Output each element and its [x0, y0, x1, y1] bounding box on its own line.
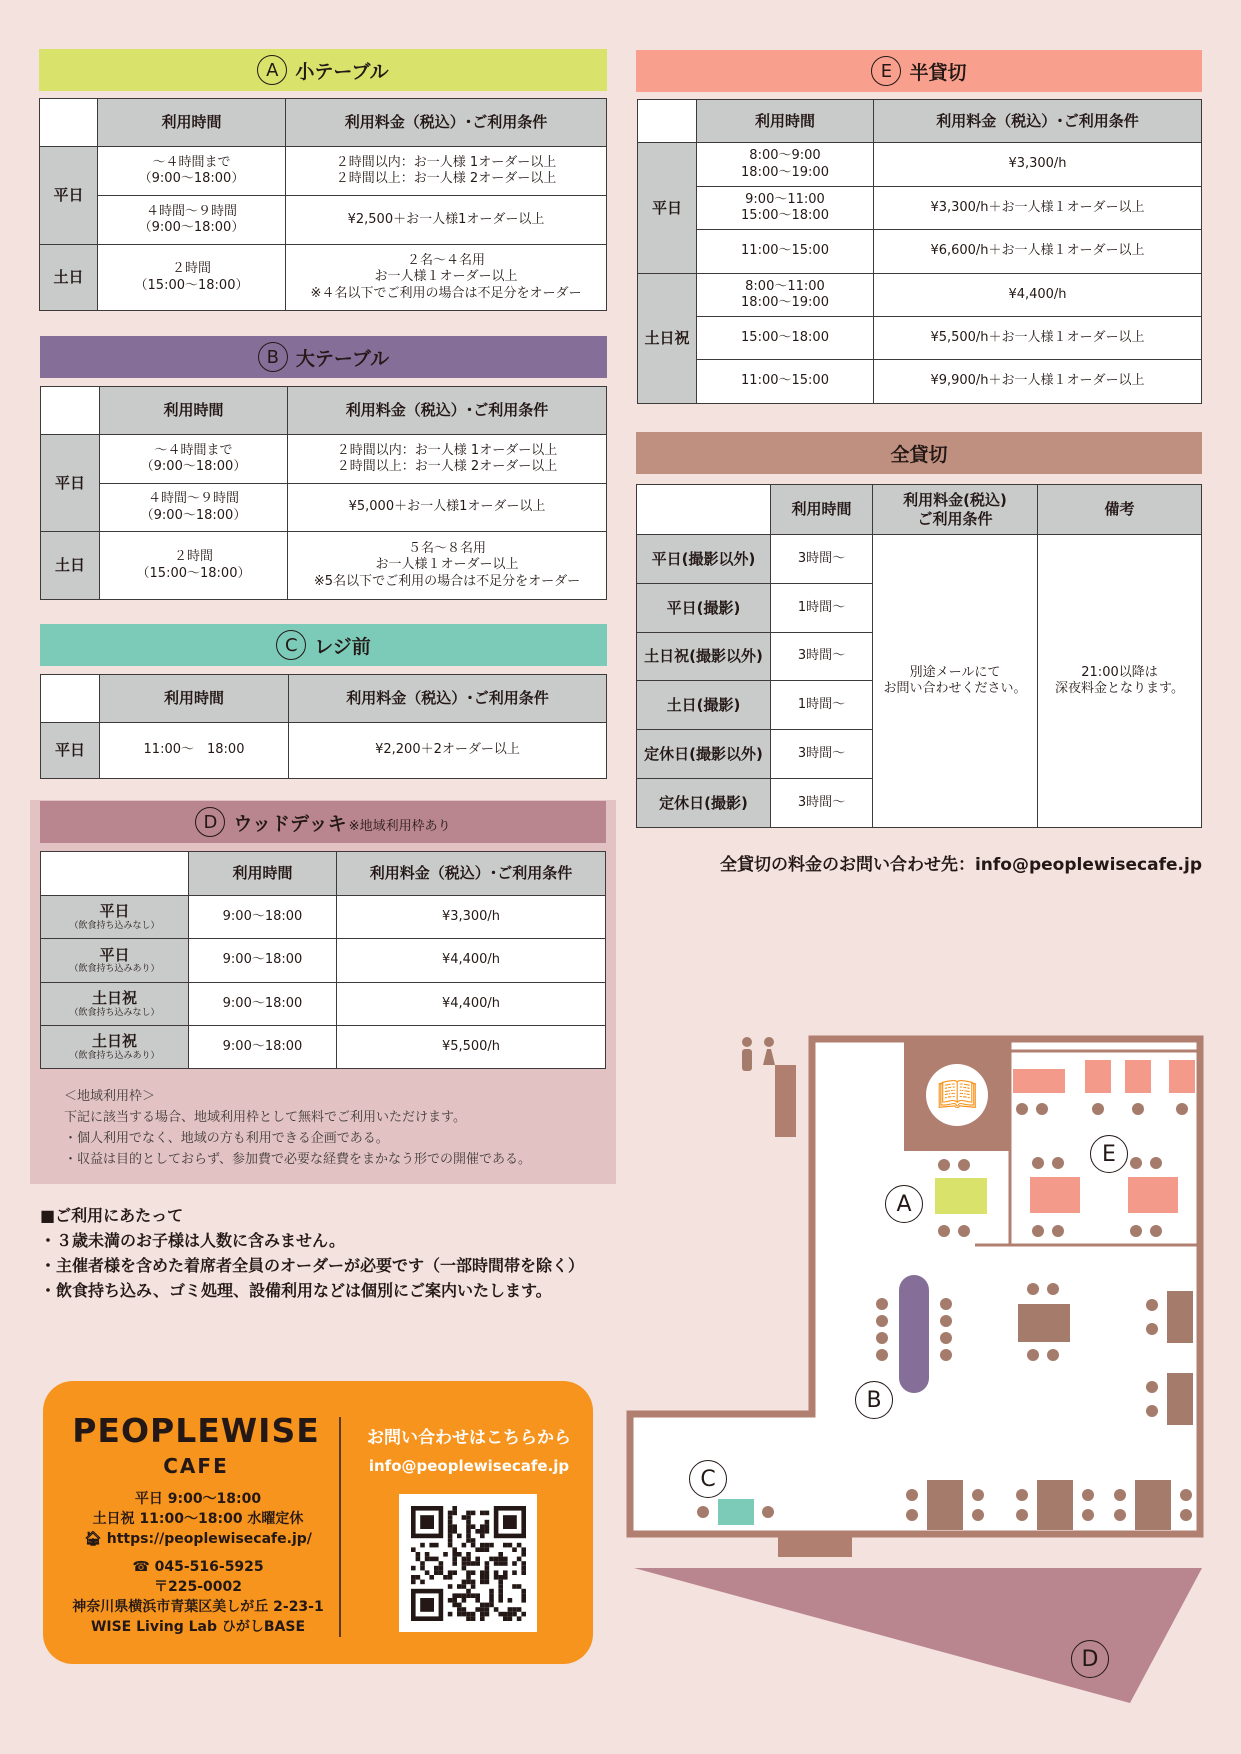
- fee-cell: ¥3,300/h＋お一人様１オーダー以上: [874, 187, 1202, 230]
- full-rental-contact: 全貸切の料金のお問い合わせ先：info@peoplewisecafe.jp: [719, 855, 1202, 875]
- time-cell: 3時間～: [771, 779, 873, 828]
- section-title: 小テーブル: [295, 60, 389, 83]
- section-letter: B: [258, 342, 288, 372]
- floor-label-b: B: [855, 1381, 893, 1419]
- fee-cell: ¥6,600/h＋お一人様１オーダー以上: [874, 230, 1202, 274]
- time-cell: ～４時間まで （9:00～18:00）: [98, 147, 286, 196]
- fee-cell: ¥5,500/h: [337, 1026, 606, 1069]
- col-header: 利用時間: [189, 852, 337, 896]
- contact-card: [43, 1381, 593, 1664]
- time-cell: 9:00～18:00: [189, 939, 337, 983]
- fee-cell: ¥3,300/h: [337, 896, 606, 939]
- time-cell: ４時間～９時間 （9:00～18:00）: [100, 484, 288, 532]
- time-cell: ～４時間まで （9:00～18:00）: [100, 435, 288, 484]
- section-note: ※地域利用枠あり: [348, 818, 451, 834]
- postal-code: 〒225-0002: [154, 1579, 242, 1595]
- time-cell: ４時間～９時間 （9:00～18:00）: [98, 196, 286, 245]
- fee-cell: ¥3,300/h: [874, 143, 1202, 187]
- row-header: 定休日(撮影以外): [637, 730, 771, 779]
- row-header: 土日祝 （飲食持ち込みなし）: [41, 983, 189, 1026]
- fee-cell: ¥2,200＋2オーダー以上: [289, 723, 607, 779]
- table-d: [40, 851, 606, 1069]
- table-b: [40, 386, 607, 600]
- section-letter: C: [276, 630, 306, 660]
- col-header: 備考: [1038, 485, 1202, 535]
- restroom-icon: [742, 1037, 775, 1071]
- website-link[interactable]: 🏠︎ https://peoplewisecafe.jp/: [84, 1531, 312, 1547]
- row-header: 平日(撮影以外): [637, 535, 771, 584]
- col-header: 利用料金（税込）･ご利用条件: [286, 99, 607, 147]
- col-header: 利用時間: [771, 485, 873, 535]
- col-header: 利用料金（税込）･ご利用条件: [288, 387, 607, 435]
- row-header: 土日祝 （飲食持ち込みあり）: [41, 1026, 189, 1069]
- time-cell: 1時間～: [771, 681, 873, 730]
- qr-code[interactable]: [399, 1494, 537, 1632]
- section-a-header: [39, 49, 607, 91]
- phone-icon: ☎: [132, 1559, 155, 1575]
- section-title: 全貸切: [890, 443, 948, 466]
- contact-email[interactable]: info@peoplewisecafe.jp: [368, 1457, 570, 1475]
- time-cell: ２時間 （15:00～18:00）: [98, 245, 286, 311]
- time-cell: 9:00～18:00: [189, 896, 337, 939]
- remark: 21:00以降は 深夜料金となります。: [1038, 535, 1202, 828]
- row-header: 平日: [638, 143, 697, 274]
- community-use-text: ＜地域利用枠＞ 下記に該当する場合、地域利用枠として無料でご利用いただけます。 ・個人利用でなく、地域の方も利用できる企画である。 ・収益は目的としておらず、参加費で必要な経費をまかなう形での開催である。: [64, 1089, 531, 1167]
- fee-cell: ¥4,400/h: [874, 274, 1202, 317]
- time-cell: 3時間～: [771, 730, 873, 779]
- address: 神奈川県横浜市青葉区美しが丘 2-23-1: [72, 1599, 324, 1615]
- row-header: 平日(撮影): [637, 584, 771, 633]
- section-letter: A: [257, 55, 287, 85]
- fee-cell: ２名～４名用 お一人様１オーダー以上 ※４名以下でご利用の場合は不足分をオーダー: [286, 245, 607, 311]
- usage-item: ・主催者様を含めた着席者全員のオーダーが必要です（一部時間帯を除く）: [40, 1256, 585, 1275]
- usage-title: ■ご利用にあたって: [40, 1206, 184, 1225]
- wood-deck-area: [634, 1568, 1202, 1703]
- fee-cell: ¥4,400/h: [337, 983, 606, 1026]
- row-header: 定休日(撮影): [637, 779, 771, 828]
- logo: PEOPLEWISE: [72, 1411, 320, 1450]
- floor-map: [620, 1025, 1210, 1705]
- hours-weekend: 土日祝 11:00～18:00 水曜定休: [92, 1511, 304, 1527]
- row-header: 土日: [41, 532, 100, 600]
- section-e-header: [636, 50, 1202, 92]
- row-header: 平日: [41, 723, 100, 779]
- building-name: WISE Living Lab ひがしBASE: [90, 1619, 306, 1635]
- section-title: 大テーブル: [295, 347, 390, 370]
- time-cell: 8:00～11:00 18:00～19:00: [697, 274, 874, 317]
- section-letter: D: [195, 807, 225, 837]
- divider: [339, 1417, 341, 1637]
- row-header: 平日 （飲食持ち込みなし）: [41, 896, 189, 939]
- time-cell: 3時間～: [771, 633, 873, 681]
- usage-item: ・飲食持ち込み、ゴミ処理、設備利用などは個別にご案内いたします。: [40, 1281, 552, 1300]
- fee-cell: ¥9,900/h＋お一人様１オーダー以上: [874, 360, 1202, 404]
- section-title: 半貸切: [909, 61, 967, 84]
- row-header: 平日 （飲食持ち込みあり）: [41, 939, 189, 983]
- fee-cell: ¥5,000＋お一人様1オーダー以上: [288, 484, 607, 532]
- section-c-header: [40, 624, 607, 666]
- row-header: 土日(撮影): [637, 681, 771, 730]
- col-header: 利用料金(税込) ご利用条件: [873, 485, 1038, 535]
- col-header: 利用時間: [100, 387, 288, 435]
- col-header: 利用時間: [98, 99, 286, 147]
- qr-code-graphic: [399, 1494, 537, 1632]
- fee-cell: ２時間以内：お一人様 1オーダー以上 ２時間以上：お一人様 2オーダー以上: [286, 147, 607, 196]
- section-d-header: [40, 801, 606, 843]
- time-cell: 3時間～: [771, 535, 873, 584]
- floor-label-c: C: [689, 1460, 727, 1498]
- home-icon: 🏠︎: [84, 1531, 107, 1547]
- section-letter: E: [871, 56, 901, 86]
- row-header: 土日祝(撮影以外): [637, 633, 771, 681]
- col-header: 利用時間: [697, 100, 874, 143]
- row-header: 平日: [41, 435, 100, 532]
- fee-note: 別途メールにて お問い合わせください。: [873, 535, 1038, 828]
- table-a: [39, 98, 607, 311]
- time-cell: 9:00～18:00: [189, 983, 337, 1026]
- book-icon: 📖︎: [936, 1075, 978, 1113]
- time-cell: 9:00～11:00 15:00～18:00: [697, 187, 874, 230]
- row-header: 土日: [40, 245, 98, 311]
- time-cell: 9:00～18:00: [189, 1026, 337, 1069]
- time-cell: 15:00～18:00: [697, 317, 874, 360]
- usage-item: ・３歳未満のお子様は人数に含みません。: [40, 1231, 345, 1250]
- time-cell: 1時間～: [771, 584, 873, 633]
- phone-number: ☎ 045-516-5925: [132, 1559, 264, 1575]
- floor-label-d: D: [1071, 1640, 1109, 1678]
- table-c: [40, 674, 607, 779]
- fee-cell: ¥4,400/h: [337, 939, 606, 983]
- floor-label-e: E: [1090, 1135, 1128, 1173]
- section-title: ウッドデッキ: [233, 812, 347, 835]
- time-cell: 11:00～ 18:00: [100, 723, 289, 779]
- usage-notes: [40, 1203, 620, 1303]
- table-full: [636, 484, 1202, 828]
- logo-sub: CAFE: [163, 1454, 229, 1478]
- table-e: [637, 99, 1202, 404]
- store-info: [63, 1489, 333, 1637]
- time-cell: 11:00～15:00: [697, 230, 874, 274]
- time-cell: ２時間 （15:00～18:00）: [100, 532, 288, 600]
- fee-cell: ¥2,500＋お一人様1オーダー以上: [286, 196, 607, 245]
- hours-weekday: 平日 9:00～18:00: [134, 1491, 262, 1507]
- fee-cell: ２時間以内：お一人様 1オーダー以上 ２時間以上：お一人様 2オーダー以上: [288, 435, 607, 484]
- full-rental-header: [636, 432, 1202, 474]
- floor-label-a: A: [885, 1185, 923, 1223]
- row-header: 土日祝: [638, 274, 697, 404]
- col-header: 利用時間: [100, 675, 289, 723]
- col-header: 利用料金（税込）･ご利用条件: [289, 675, 607, 723]
- section-b-header: [40, 336, 607, 378]
- row-header: 平日: [40, 147, 98, 245]
- fee-cell: ５名～８名用 お一人様１オーダー以上 ※5名以下でご利用の場合は不足分をオーダー: [288, 532, 607, 600]
- contact-title: お問い合わせはこちらから: [367, 1428, 571, 1448]
- col-header: 利用料金（税込）･ご利用条件: [337, 852, 606, 896]
- section-title: レジ前: [314, 635, 371, 658]
- fee-cell: ¥5,500/h＋お一人様１オーダー以上: [874, 317, 1202, 360]
- col-header: 利用料金（税込）･ご利用条件: [874, 100, 1202, 143]
- time-cell: 11:00～15:00: [697, 360, 874, 404]
- time-cell: 8:00～9:00 18:00～19:00: [697, 143, 874, 187]
